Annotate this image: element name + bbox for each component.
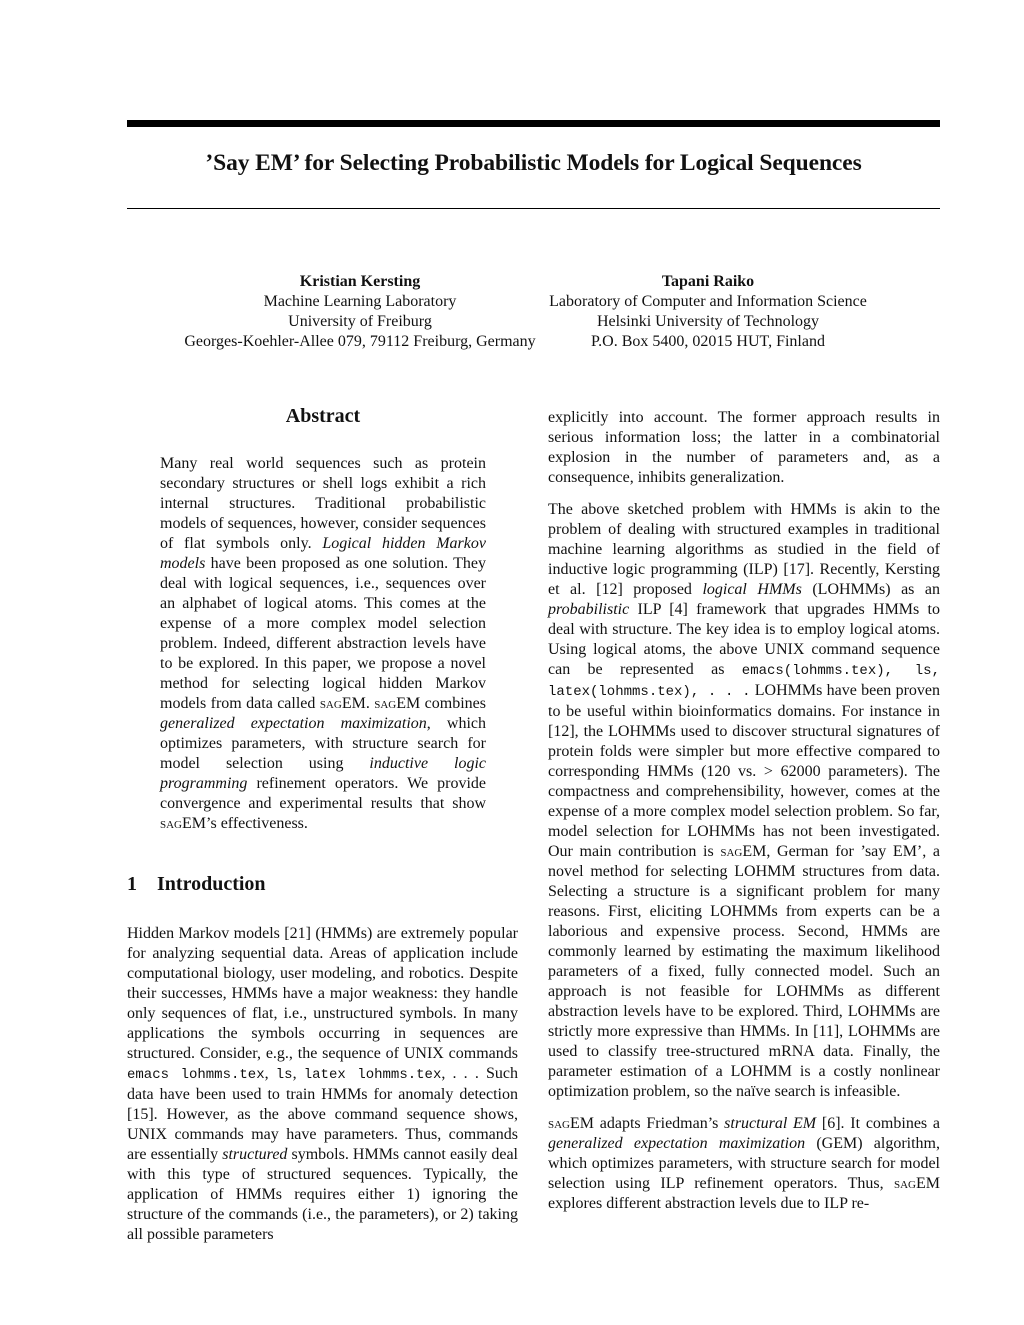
body-paragraph: The above sketched problem with HMMs is akin to the problem of dealing with structured examples in traditional machine learning algorithms as studied in the field of inductive logic programming (ILP) [17]. Recently, Kersting et al. [12] proposed logical HMMs (LOHMMs) as an probabilistic ILP [4] framework that upgrades HMMs to deal with structure. The key idea is to employ logical atoms. Using logical atoms, the above UNIX command sequence can be represented as emacs(lohmms.tex), ls, latex(lohmms.tex), . . . LOHMMs have been proven to be useful within bioinformatics domains. For instance in [12], the LOHMMs used to discover structural signatures of protein folds were simpler but more effective compared to corresponding HMMs (120 vs. > 62000 parameters). The compactness and comprehensibility, however, comes at the expense of a more complex model selection problem. So far, model selection for LOHMMs has not been investigated. Our main contribution is sagEM, German for ’say EM’, a novel method for selecting LOHMM structures from data. Selecting a structure is a significant problem for many reasons. First, eliciting LOHMMs from experts can be a laborious and expensive process. Second, HMMs are commonly learned by estimating the maximum likelihood parameters of a fixed, fully connected model. Such an approach is not feasible for LOHMMs as different abstraction levels have to be explored. Third, LOHMMs are strictly more expressive than HMMs. In [11], LOHMMs are used to classify tree-structured mRNA data. Finally, the parameter estimation of a LOHMM is a costly nonlinear optimization problem, so the naïve search is infeasible. bbox=[548, 501, 941, 1100]
code-sequence: emacs(lohmms.tex), ls, latex(lohmms.tex), . . . bbox=[548, 663, 940, 700]
code-command: latex lohmms.tex bbox=[303, 1067, 442, 1083]
author-address: Georges-Koehler-Allee 079, 79112 Freiburg, Germany bbox=[184, 333, 536, 350]
body-paragraph: sagEM adapts Friedman’s structural EM [6]. It combines a generalized expectation maximization (GEM) algorithm, which optimizes parameters, with structure search for model selection using ILP refinement operators. Thus, sagEM explores different abstraction levels due to ILP re- bbox=[548, 1115, 941, 1212]
code-command: ls bbox=[275, 1067, 293, 1083]
sagem-name: sag bbox=[319, 695, 342, 712]
title-bottom-rule bbox=[127, 208, 940, 209]
author-name: Kristian Kersting bbox=[299, 273, 421, 290]
author-address: P.O. Box 5400, 02015 HUT, Finland bbox=[591, 333, 825, 350]
author-affiliation: Laboratory of Computer and Information Science bbox=[549, 293, 867, 310]
sagem-name: sag bbox=[160, 815, 183, 832]
sagem-name: sag bbox=[893, 1175, 916, 1192]
author-name: Tapani Raiko bbox=[661, 273, 755, 290]
author-block-1 bbox=[160, 272, 560, 352]
title-top-rule bbox=[127, 120, 940, 127]
sagem-name: sag bbox=[548, 1115, 571, 1132]
sagem-name: sag bbox=[720, 843, 743, 860]
abstract-section bbox=[160, 406, 486, 834]
paper-title: ’Say EM’ for Selecting Probabilistic Models for Logical Sequences bbox=[205, 150, 862, 176]
right-column bbox=[548, 408, 940, 1214]
section-heading bbox=[127, 874, 518, 894]
author-affiliation: University of Freiburg bbox=[288, 313, 432, 330]
section-title: Introduction bbox=[157, 873, 266, 895]
author-affiliation: Helsinki University of Technology bbox=[596, 313, 820, 330]
introduction-section bbox=[127, 874, 518, 1245]
sagem-name: sag bbox=[374, 695, 397, 712]
code-command: emacs lohmms.tex bbox=[127, 1067, 265, 1083]
section-number: 1 bbox=[127, 873, 137, 895]
body-paragraph: explicitly into account. The former approach results in serious information loss; the latter in a combinatorial explosion in the number of parameters and, as a consequence, inhibits generalization. bbox=[548, 409, 940, 486]
author-block-2 bbox=[508, 272, 908, 352]
abstract-text: Many real world sequences such as protein secondary structures or shell logs exhibit a rich internal structures. Traditional probabilistic models of sequences, however, consider sequences of flat symbols only. Logical hidden Markov models have been proposed as one solution. They deal with logical sequences, i.e., sequences over an alphabet of logical atoms. This comes at the expense of a more complex model selection problem. Indeed, different abstraction levels have to be explored. In this paper, we propose a novel method for selecting logical hidden Markov models from data called sagEM. sagEM combines generalized expectation maximization, which optimizes parameters, with structure search for model selection using inductive logic programming refinement operators. We provide convergence and experimental results that show sagEM’s effectiveness. bbox=[160, 455, 486, 832]
author-affiliation: Machine Learning Laboratory bbox=[263, 293, 457, 310]
abstract-heading: Abstract bbox=[285, 405, 361, 427]
intro-paragraph: Hidden Markov models [21] (HMMs) are extremely popular for analyzing sequential data. Areas of application include computational biology, user modeling, and robotics. Despite their successes, HMMs have a major weakness: they handle only sequences of flat, i.e., unstructured symbols. In many applications the symbols occurring in sequences are structured. Consider, e.g., the sequence of UNIX commands emacs lohmms.tex, ls, latex lohmms.tex, . . . Such data have been used to train HMMs for anomaly detection [15]. However, as the above command sequence shows, UNIX commands may have parameters. Thus, commands are essentially structured symbols. HMMs cannot easily deal with this type of structured sequences. Typically, the application of HMMs requires either 1) ignoring the structure of the commands (i.e., the parameters), or 2) taking all possible parameters bbox=[127, 925, 519, 1243]
